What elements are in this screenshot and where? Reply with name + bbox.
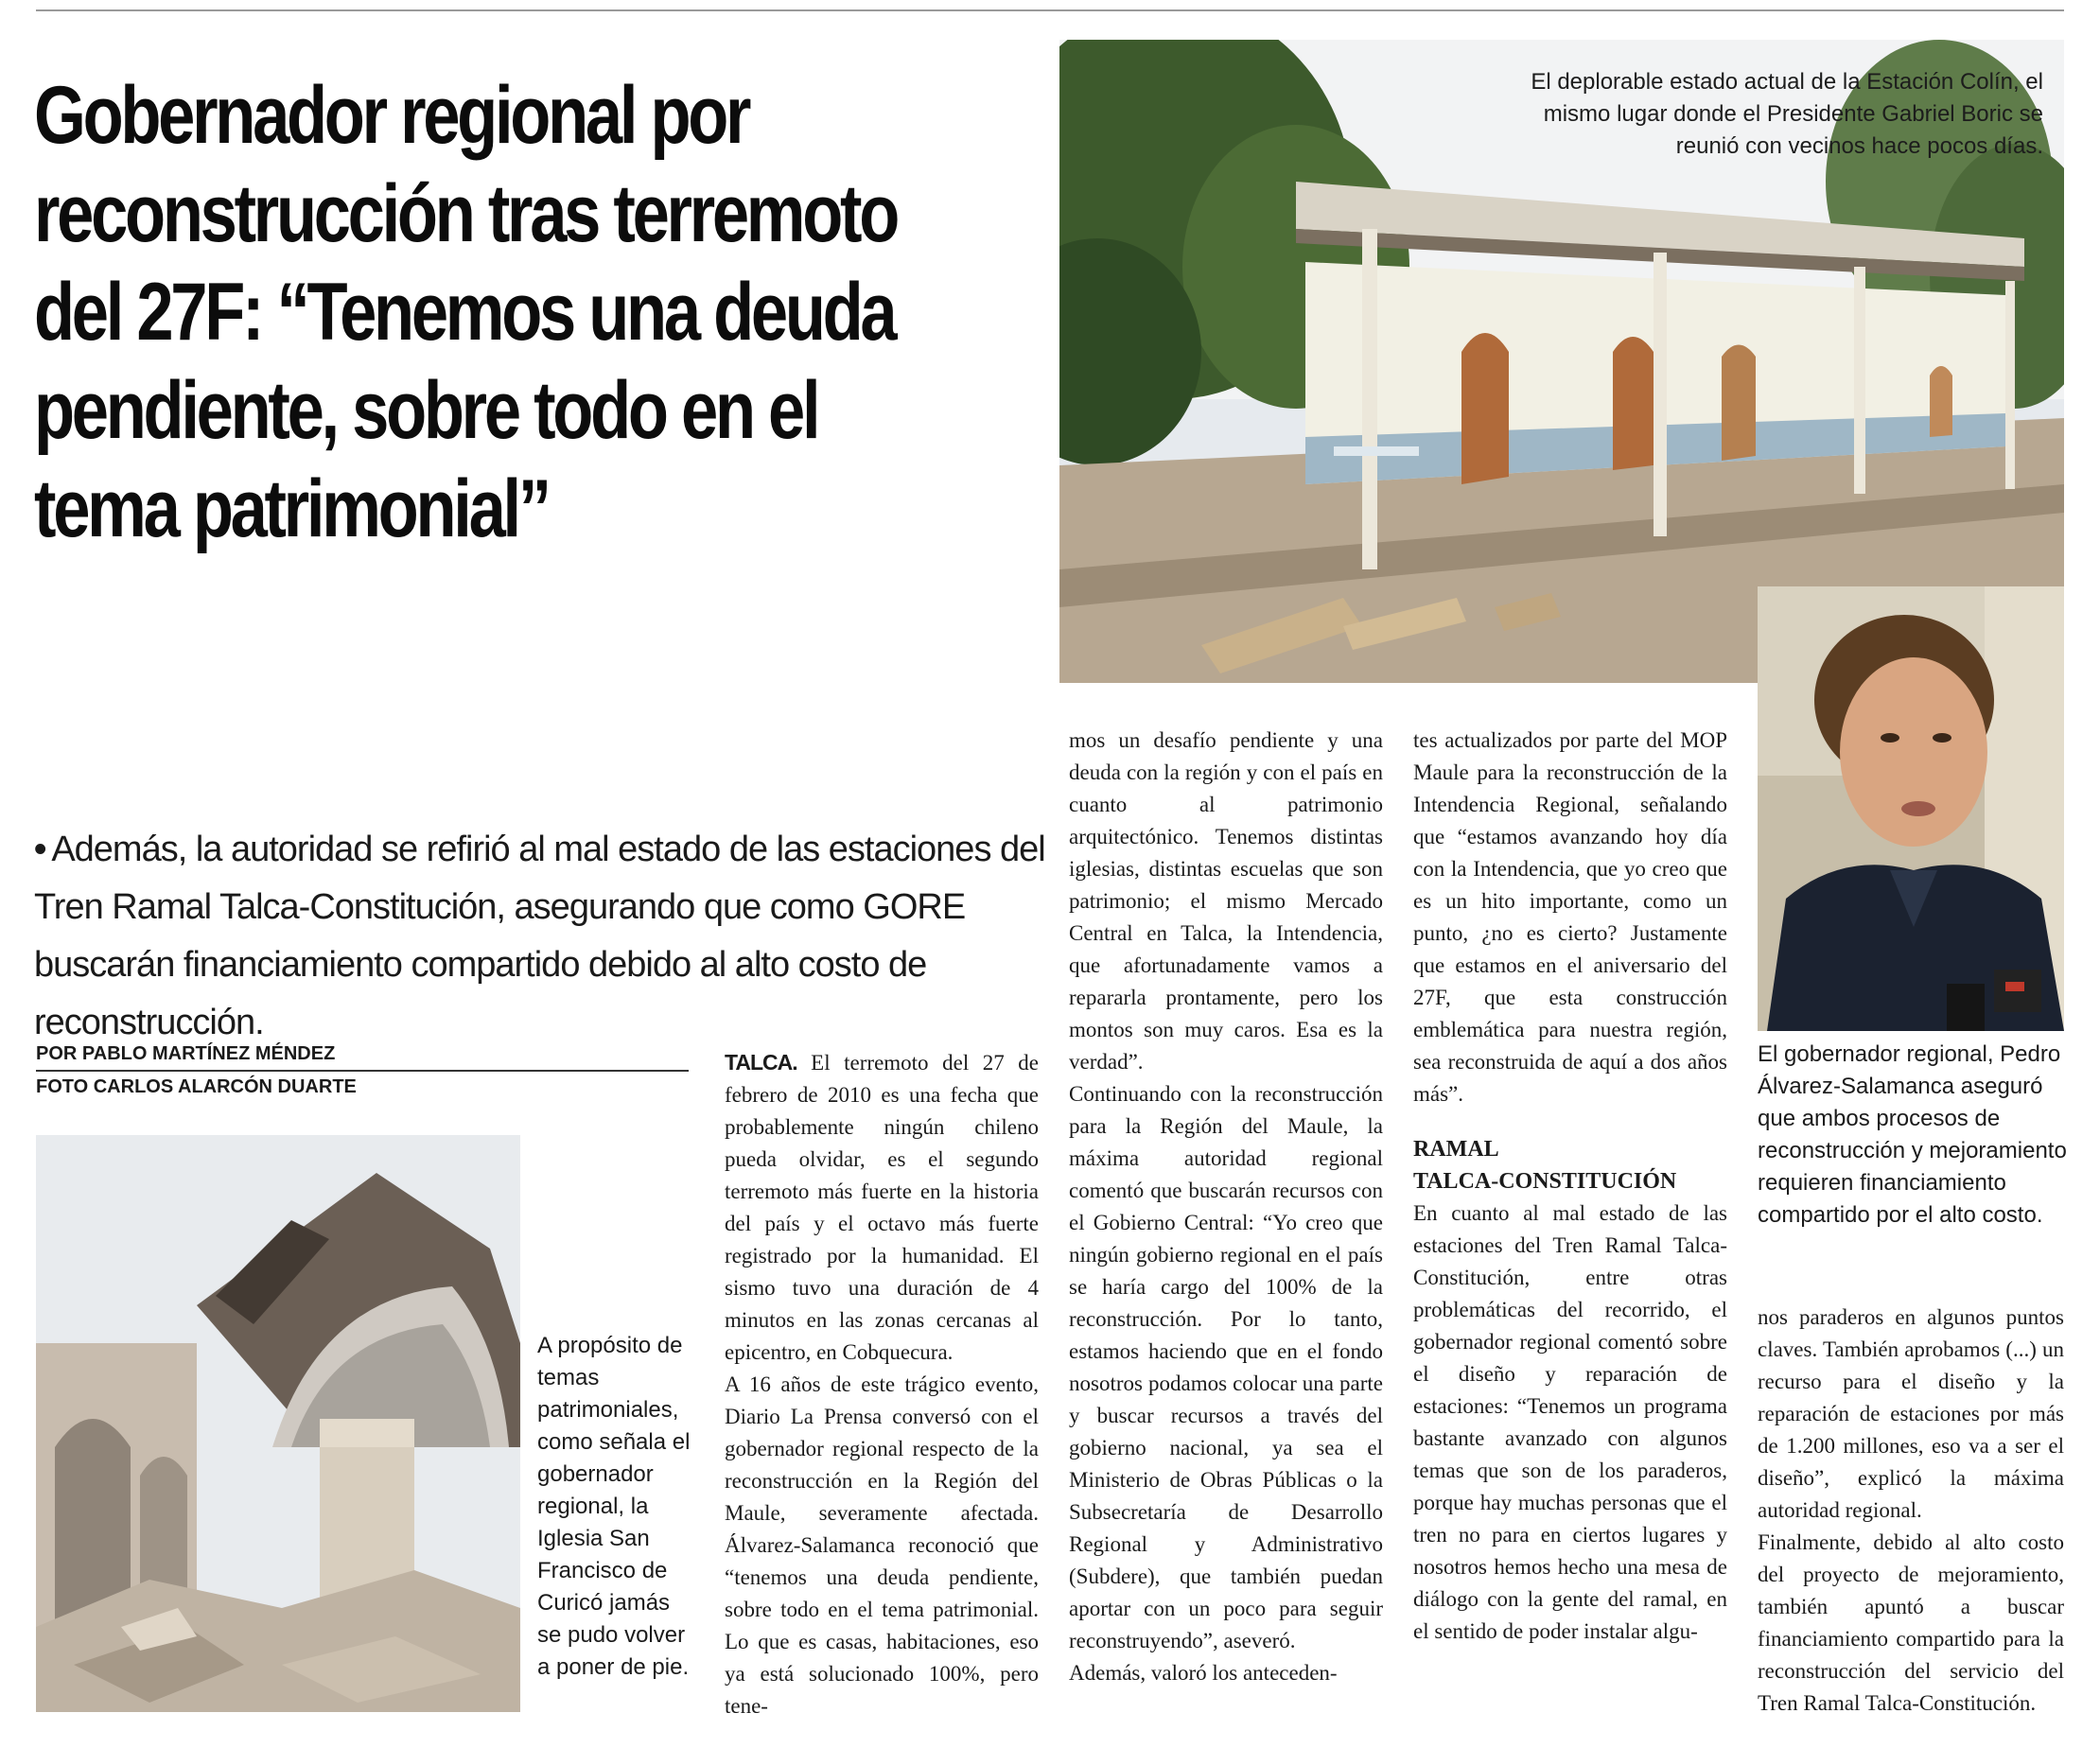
- bullet-icon: •: [34, 830, 46, 869]
- body-column-3: [1413, 725, 1727, 1648]
- column-4-paragraph-2: Finalmente, debido al alto costo del proyecto de mejoramiento, también apuntó a buscar financiamiento compartido para la reconstrucción del servicio del Tren Ramal Talca-Constitución.: [1758, 1530, 2064, 1715]
- body-column-1: [725, 1046, 1039, 1722]
- headline-line-3: del 27F: “Tenemos una deuda: [34, 267, 895, 358]
- station-photo-caption: El deplorable estado actual de la Estación Colín, el mismo lugar donde el Presidente Gabriel Boric se reunió con vecinos hace pocos días.: [1531, 69, 2043, 159]
- dateline: TALCA.: [725, 1050, 797, 1075]
- column-1-paragraph-2: A 16 años de este trágico evento, Diario La Prensa conversó con el gobernador regional respecto de la reconstrucción en la Región del Maule, severamente afectada. Álvarez-Salamanca reconoció que “tenemos una deuda pendiente, sobre todo en el tema patrimonial. Lo que es casas, habitaciones, eso ya está solucionado 100%, pero tene-: [725, 1372, 1039, 1718]
- article-deck: [34, 821, 1065, 1052]
- column-1-paragraph-1-text: El terremoto del 27 de febrero de 2010 es una fecha que probablemente ningún chileno pueda olvidar, es el segundo terremoto más fuerte en la historia del país y el octavo más fuerte registrado por la humanidad. El sismo tuvo una duración de 4 minutos en las zonas cercanas al epicentro, en Cobquecura.: [725, 1051, 1039, 1364]
- body-column-4: [1758, 1302, 2064, 1720]
- church-ruins-illustration: [36, 1135, 520, 1712]
- deck-text: Además, la autoridad se refirió al mal estado de las estaciones del Tren Ramal Talca-Constitución, asegurando que como GORE buscarán financiamiento compartido debido al alto costo de reconstrucción.: [34, 830, 1045, 1042]
- headline-line-1: Gobernador regional por: [34, 70, 749, 161]
- section-subhead: [1413, 1133, 1727, 1197]
- top-rule: [36, 9, 2064, 11]
- governor-photo: [1758, 586, 2064, 1031]
- column-2-paragraph-3: Además, valoró los anteceden-: [1069, 1661, 1338, 1685]
- governor-portrait-illustration: [1758, 586, 2064, 1031]
- column-1-paragraph-1: [725, 1046, 1039, 1369]
- byline-author: POR PABLO MARTÍNEZ MÉNDEZ: [36, 1043, 336, 1064]
- headline: [34, 66, 898, 558]
- column-2-paragraph-1: mos un desafío pendiente y una deuda con la región y con el país en cuanto al patrimonio arquitectónico. Tenemos distintas iglesias, distintas escuelas que son patrimonio; el mismo Mercado Central en Talca, la Intendencia, que afortunadamente vamos a repararla prontamente, pero los montos son muy caros. Esa es la verdad”.: [1069, 728, 1383, 1074]
- governor-photo-caption: El gobernador regional, Pedro Álvarez-Salamanca aseguró que ambos procesos de reconstrucción y mejoramiento requieren financiamiento compartido por el alto costo.: [1758, 1041, 2067, 1228]
- subhead-line-2: TALCA-CONSTITUCIÓN: [1413, 1169, 1677, 1194]
- headline-line-5: tema patrimonial”: [34, 463, 549, 554]
- church-photo-caption: A propósito de temas patrimoniales, como señala el gobernador regional, la Iglesia San Francisco de Curicó jamás se pudo volver a poner de pie.: [537, 1333, 691, 1680]
- byline-photo-credit: FOTO CARLOS ALARCÓN DUARTE: [36, 1076, 357, 1097]
- column-3-paragraph-1: tes actualizados por parte del MOP Maule para la reconstrucción de la Intendencia Regional, señalando que “estamos avanzando hoy día con la Intendencia, que yo creo que es un hito importante, como un punto, ¿no es cierto? Justamente que estamos en el aniversario del 27F, que esta construcción emblemática para nuestra región, sea reconstruida de aquí a dos años más”.: [1413, 728, 1727, 1106]
- column-3-paragraph-2: En cuanto al mal estado de las estaciones del Tren Ramal Talca-Constitución, entre otras problemáticas del recorrido, el gobernador regional comentó sobre el diseño y reparación de estaciones: “Tenemos un programa bastante avanzado con algunos temas que son de los paraderos, porque hay muchas personas que el tren no para en ciertos lugares y nosotros hemos hecho una mesa de diálogo con la gente del ramal, en el sentido de poder instalar algu-: [1413, 1201, 1727, 1643]
- byline: [36, 1039, 689, 1103]
- column-4-paragraph-1: nos paraderos en algunos puntos claves. También aprobamos (...) un recurso para el diseño y la reparación de estaciones por más de 1.200 millones, eso va a ser el diseño”, explicó la máxima autoridad regional.: [1758, 1305, 2064, 1522]
- church-photo: [36, 1135, 520, 1712]
- subhead-line-1: RAMAL: [1413, 1137, 1499, 1162]
- headline-line-2: reconstrucción tras terremoto: [34, 168, 898, 259]
- headline-line-4: pendiente, sobre todo en el: [34, 365, 818, 456]
- column-2-paragraph-2: Continuando con la reconstrucción para la Región del Maule, la máxima autoridad regional comentó que buscarán recursos con el Gobierno Central: “Yo creo que ningún gobierno regional en el país se haría cargo del 100% de la reconstrucción. Por lo tanto, estamos haciendo que en el fondo nosotros podamos colocar una parte y buscar recursos a través del gobierno nacional, ya sea el Ministerio de Obras Públicas o la Subsecretaría de Desarrollo Regional y Administrativo (Subdere), que también puedan aportar con un poco para seguir reconstruyendo”, aseveró.: [1069, 1082, 1383, 1652]
- body-column-2: [1069, 725, 1383, 1689]
